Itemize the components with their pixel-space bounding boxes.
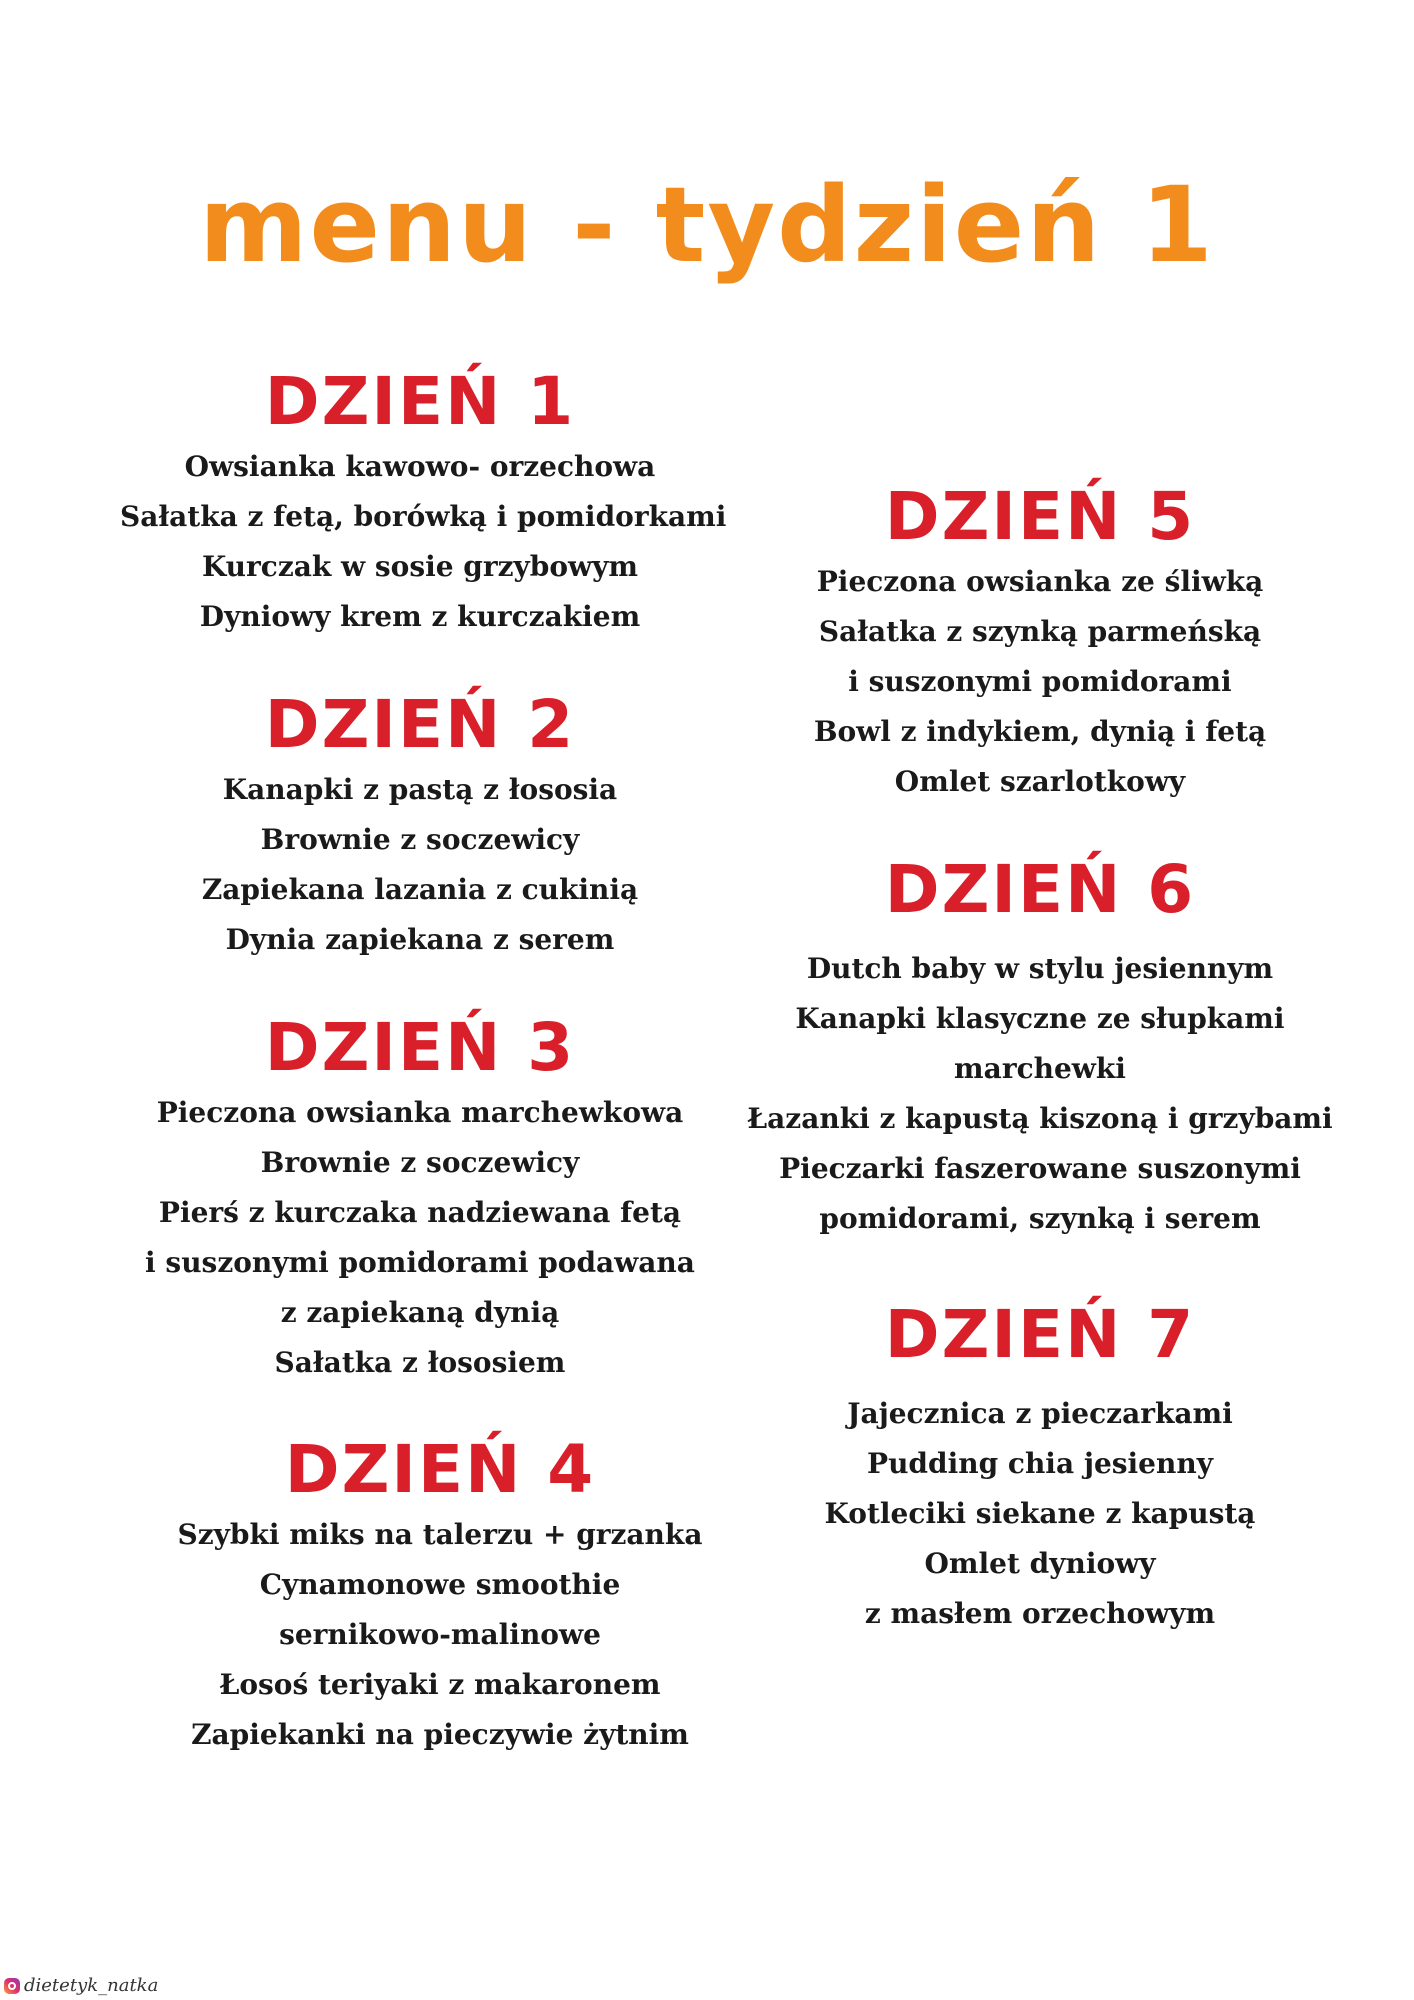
meal-item: Dutch baby w stylu jesiennym (806, 952, 1274, 985)
meal-item: Kanapki klasyczne ze słupkami (795, 1002, 1285, 1035)
meal-item: pomidorami, szynką i serem (819, 1202, 1261, 1235)
meal-item: Zapiekana lazania z cukinią (201, 873, 639, 906)
meal-item: Brownie z soczewicy (260, 823, 580, 856)
day-heading: DZIEŃ 7 (884, 1296, 1196, 1373)
meal-list (730, 1389, 1350, 1639)
meal-item: i suszonymi pomidorami podawana (145, 1246, 695, 1279)
meal-item: Kurczak w sosie grzybowym (201, 550, 639, 583)
meal-item: Pudding chia jesienny (867, 1447, 1213, 1480)
meal-item: Sałatka z fetą, borówką i pomidorkami (120, 500, 727, 533)
meal-item: Zapiekanki na pieczywie żytnim (191, 1718, 689, 1751)
day-3 (120, 1008, 720, 1388)
footer (4, 1976, 158, 1996)
meal-item: marchewki (954, 1052, 1126, 1085)
meal-item: Cynamonowe smoothie (259, 1568, 621, 1601)
meal-item: z zapiekaną dynią (280, 1296, 560, 1329)
meal-list (730, 944, 1350, 1244)
meal-item: Sałatka z szynką parmeńską (818, 615, 1262, 648)
day-1 (120, 362, 727, 642)
meal-item: Owsianka kawowo- orzechowa (184, 450, 656, 483)
meal-list (120, 765, 720, 965)
meal-item: i suszonymi pomidorami (848, 665, 1232, 698)
meal-item: Brownie z soczewicy (260, 1146, 580, 1179)
meal-item: Pieczona owsianka marchewkowa (156, 1096, 684, 1129)
meal-item: Pieczarki faszerowane suszonymi (779, 1152, 1301, 1185)
instagram-icon (4, 1978, 20, 1994)
day-heading: DZIEŃ 4 (284, 1431, 596, 1508)
meal-item: Bowl z indykiem, dynią i fetą (813, 715, 1267, 748)
meal-item: Jajecznica z pieczarkami (847, 1397, 1233, 1430)
meal-item: Pieczona owsianka ze śliwką (816, 565, 1264, 598)
day-4 (120, 1430, 760, 1760)
day-7 (730, 1295, 1350, 1639)
meal-list (730, 557, 1350, 807)
meal-list (120, 442, 727, 642)
day-heading: DZIEŃ 2 (264, 686, 576, 763)
meal-item: sernikowo-malinowe (279, 1618, 601, 1651)
day-5 (730, 477, 1350, 807)
meal-list (120, 1510, 760, 1760)
instagram-handle: dietetyk_natka (24, 1975, 159, 1996)
day-heading: DZIEŃ 5 (884, 478, 1196, 555)
meal-item: Omlet szarlotkowy (894, 765, 1186, 798)
meal-item: Sałatka z łososiem (274, 1346, 566, 1379)
meal-item: Dynia zapiekana z serem (225, 923, 615, 956)
day-heading: DZIEŃ 1 (264, 363, 576, 440)
day-6 (730, 850, 1350, 1244)
day-heading: DZIEŃ 6 (884, 851, 1196, 928)
meal-item: Omlet dyniowy (924, 1547, 1156, 1580)
meal-item: z masłem orzechowym (864, 1597, 1216, 1630)
meal-item: Pierś z kurczaka nadziewana fetą (158, 1196, 682, 1229)
day-heading: DZIEŃ 3 (264, 1009, 576, 1086)
meal-item: Dyniowy krem z kurczakiem (199, 600, 641, 633)
meal-item: Łosoś teriyaki z makaronem (219, 1668, 661, 1701)
meal-item: Kanapki z pastą z łososia (222, 773, 618, 806)
meal-item: Kotleciki siekane z kapustą (824, 1497, 1256, 1530)
meal-list (120, 1088, 720, 1388)
day-2 (120, 685, 720, 965)
page-title: menu - tydzień 1 (199, 164, 1215, 286)
meal-item: Łazanki z kapustą kiszoną i grzybami (747, 1102, 1333, 1135)
meal-item: Szybki miks na talerzu + grzanka (177, 1518, 703, 1551)
